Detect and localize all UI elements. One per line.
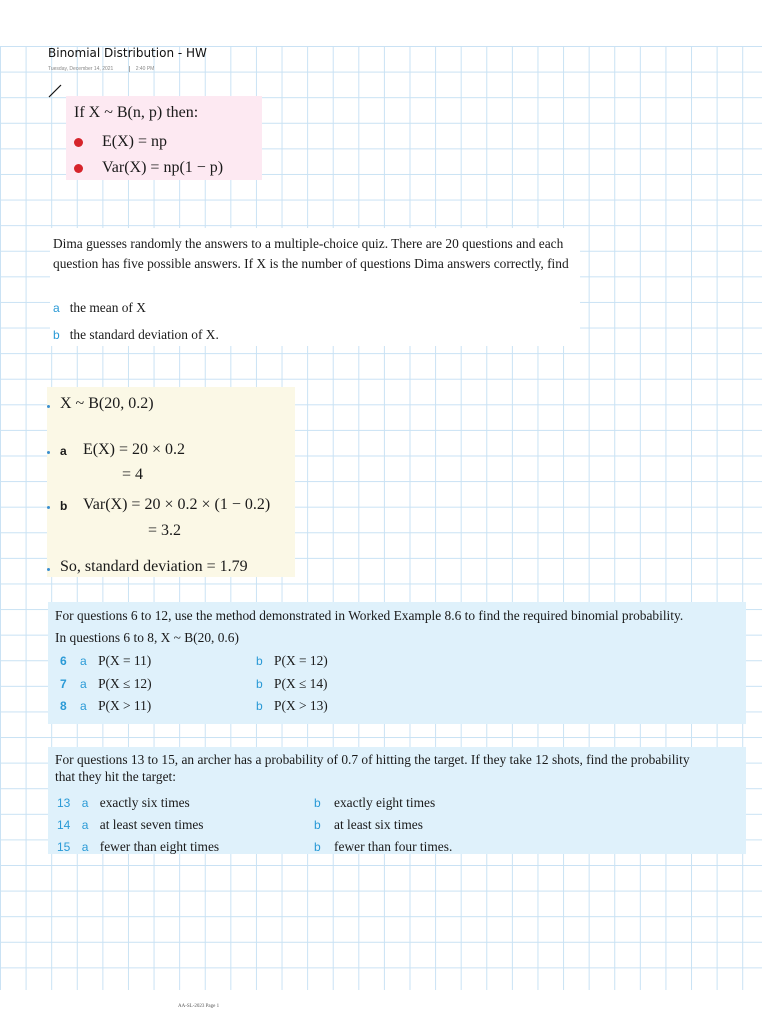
formula-box [66,96,262,180]
exercise-row [57,817,204,833]
exercise-box-1 [48,602,746,724]
exercise2-intro-cont: that they hit the target: [55,769,176,784]
part-b-label: b [314,796,321,810]
solution-box [47,387,295,577]
question-number: 8 [60,699,67,713]
formula-expectation-text: E(X) = np [102,133,168,150]
solution-b-label: b [60,499,68,513]
exercise-row-b [256,698,328,714]
part-a-label: a [53,301,60,315]
exercise-row-b [314,839,452,855]
question-part-b [53,327,219,343]
part-a-text: at least seven times [99,817,204,832]
part-a-label: a [81,840,89,854]
part-b-text: the standard deviation of X. [69,327,219,342]
solution-a-line1: E(X) = 20 × 0.2 [83,441,186,458]
pen-stroke-icon [47,83,63,99]
question-number: 7 [60,677,67,691]
page-time: 2:40 PM [129,66,155,72]
part-b-text: fewer than four times. [334,839,453,854]
exercise-row [60,676,152,692]
part-b-label: b [53,328,60,342]
part-b-text: P(X > 13) [274,698,328,713]
question-number: 15 [57,840,71,854]
page-header-area [0,0,768,46]
exercise1-intro: For questions 6 to 12, use the method demonstrated in Worked Example 8.6 to find the required binomial probability. [55,608,684,623]
part-b-label: b [256,699,263,713]
exercise-row-b [314,817,423,833]
exercise-row-b [314,795,435,811]
part-a-label: a [80,677,87,691]
part-a-label: a [81,818,89,832]
formula-expectation [74,133,167,151]
exercise-row [60,698,151,714]
bullet-dot-icon [74,138,83,147]
formula-variance-text: Var(X) = np(1 − p) [102,159,224,176]
solution-a-label: a [60,444,67,458]
exercise-row-b [256,676,328,692]
part-a-label: a [80,699,87,713]
part-b-text: exactly eight times [334,795,436,810]
question-number: 14 [57,818,71,832]
page-footer: AA-SL-2023 Page 1 [178,1004,220,1009]
part-a-text: the mean of X [69,300,146,315]
question-part-a [53,300,146,316]
question-box [50,228,580,346]
bullet-dot-icon [74,164,83,173]
part-b-text: P(X ≤ 14) [274,676,328,691]
question-number: 6 [60,654,67,668]
page-title: Binomial Distribution - HW [48,46,207,60]
exercise2-intro: For questions 13 to 15, an archer has a probability of 0.7 of hitting the target. If they take 12 shots, find the probability [55,752,690,767]
solution-conclusion: So, standard deviation = 1.79 [60,558,248,575]
page-timestamp [48,66,168,72]
exercise-box-2 [48,747,746,854]
exercise-row [57,795,190,811]
formula-variance [74,159,223,177]
part-a-text: P(X > 11) [98,698,152,713]
question-number: 13 [57,796,71,810]
page-right-margin [762,0,768,1024]
exercise-row [60,653,151,669]
part-b-text: at least six times [334,817,423,832]
exercise-row-b [256,653,328,669]
exercise1-distribution: In questions 6 to 8, X ~ B(20, 0.6) [55,630,239,645]
part-b-label: b [256,677,263,691]
solution-distribution: X ~ B(20, 0.2) [60,395,154,412]
bullet-dot-icon [47,451,50,454]
part-b-text: P(X = 12) [274,653,328,668]
bullet-dot-icon [47,568,50,571]
solution-b-line1: Var(X) = 20 × 0.2 × (1 − 0.2) [83,496,271,513]
page-footer-area [0,990,768,1024]
part-b-label: b [314,818,321,832]
part-b-label: b [314,840,321,854]
part-a-text: P(X ≤ 12) [98,676,152,691]
part-a-text: P(X = 11) [98,653,152,668]
page-date: Tuesday, December 14, 2021 [48,66,114,72]
exercise-row [57,839,219,855]
bullet-dot-icon [47,405,50,408]
part-a-label: a [80,654,87,668]
formula-intro: If X ~ B(n, p) then: [74,104,199,121]
bullet-dot-icon [47,506,50,509]
part-a-text: exactly six times [99,795,190,810]
question-text: Dima guesses randomly the answers to a multiple-choice quiz. There are 20 questions and each question has five possible answers. If X is the number of questions Dima answers correctly, find [53,236,569,271]
solution-a-line2: = 4 [122,466,144,483]
part-b-label: b [256,654,263,668]
part-a-label: a [81,796,89,810]
solution-b-line2: = 3.2 [148,522,182,539]
part-a-text: fewer than eight times [99,839,220,854]
